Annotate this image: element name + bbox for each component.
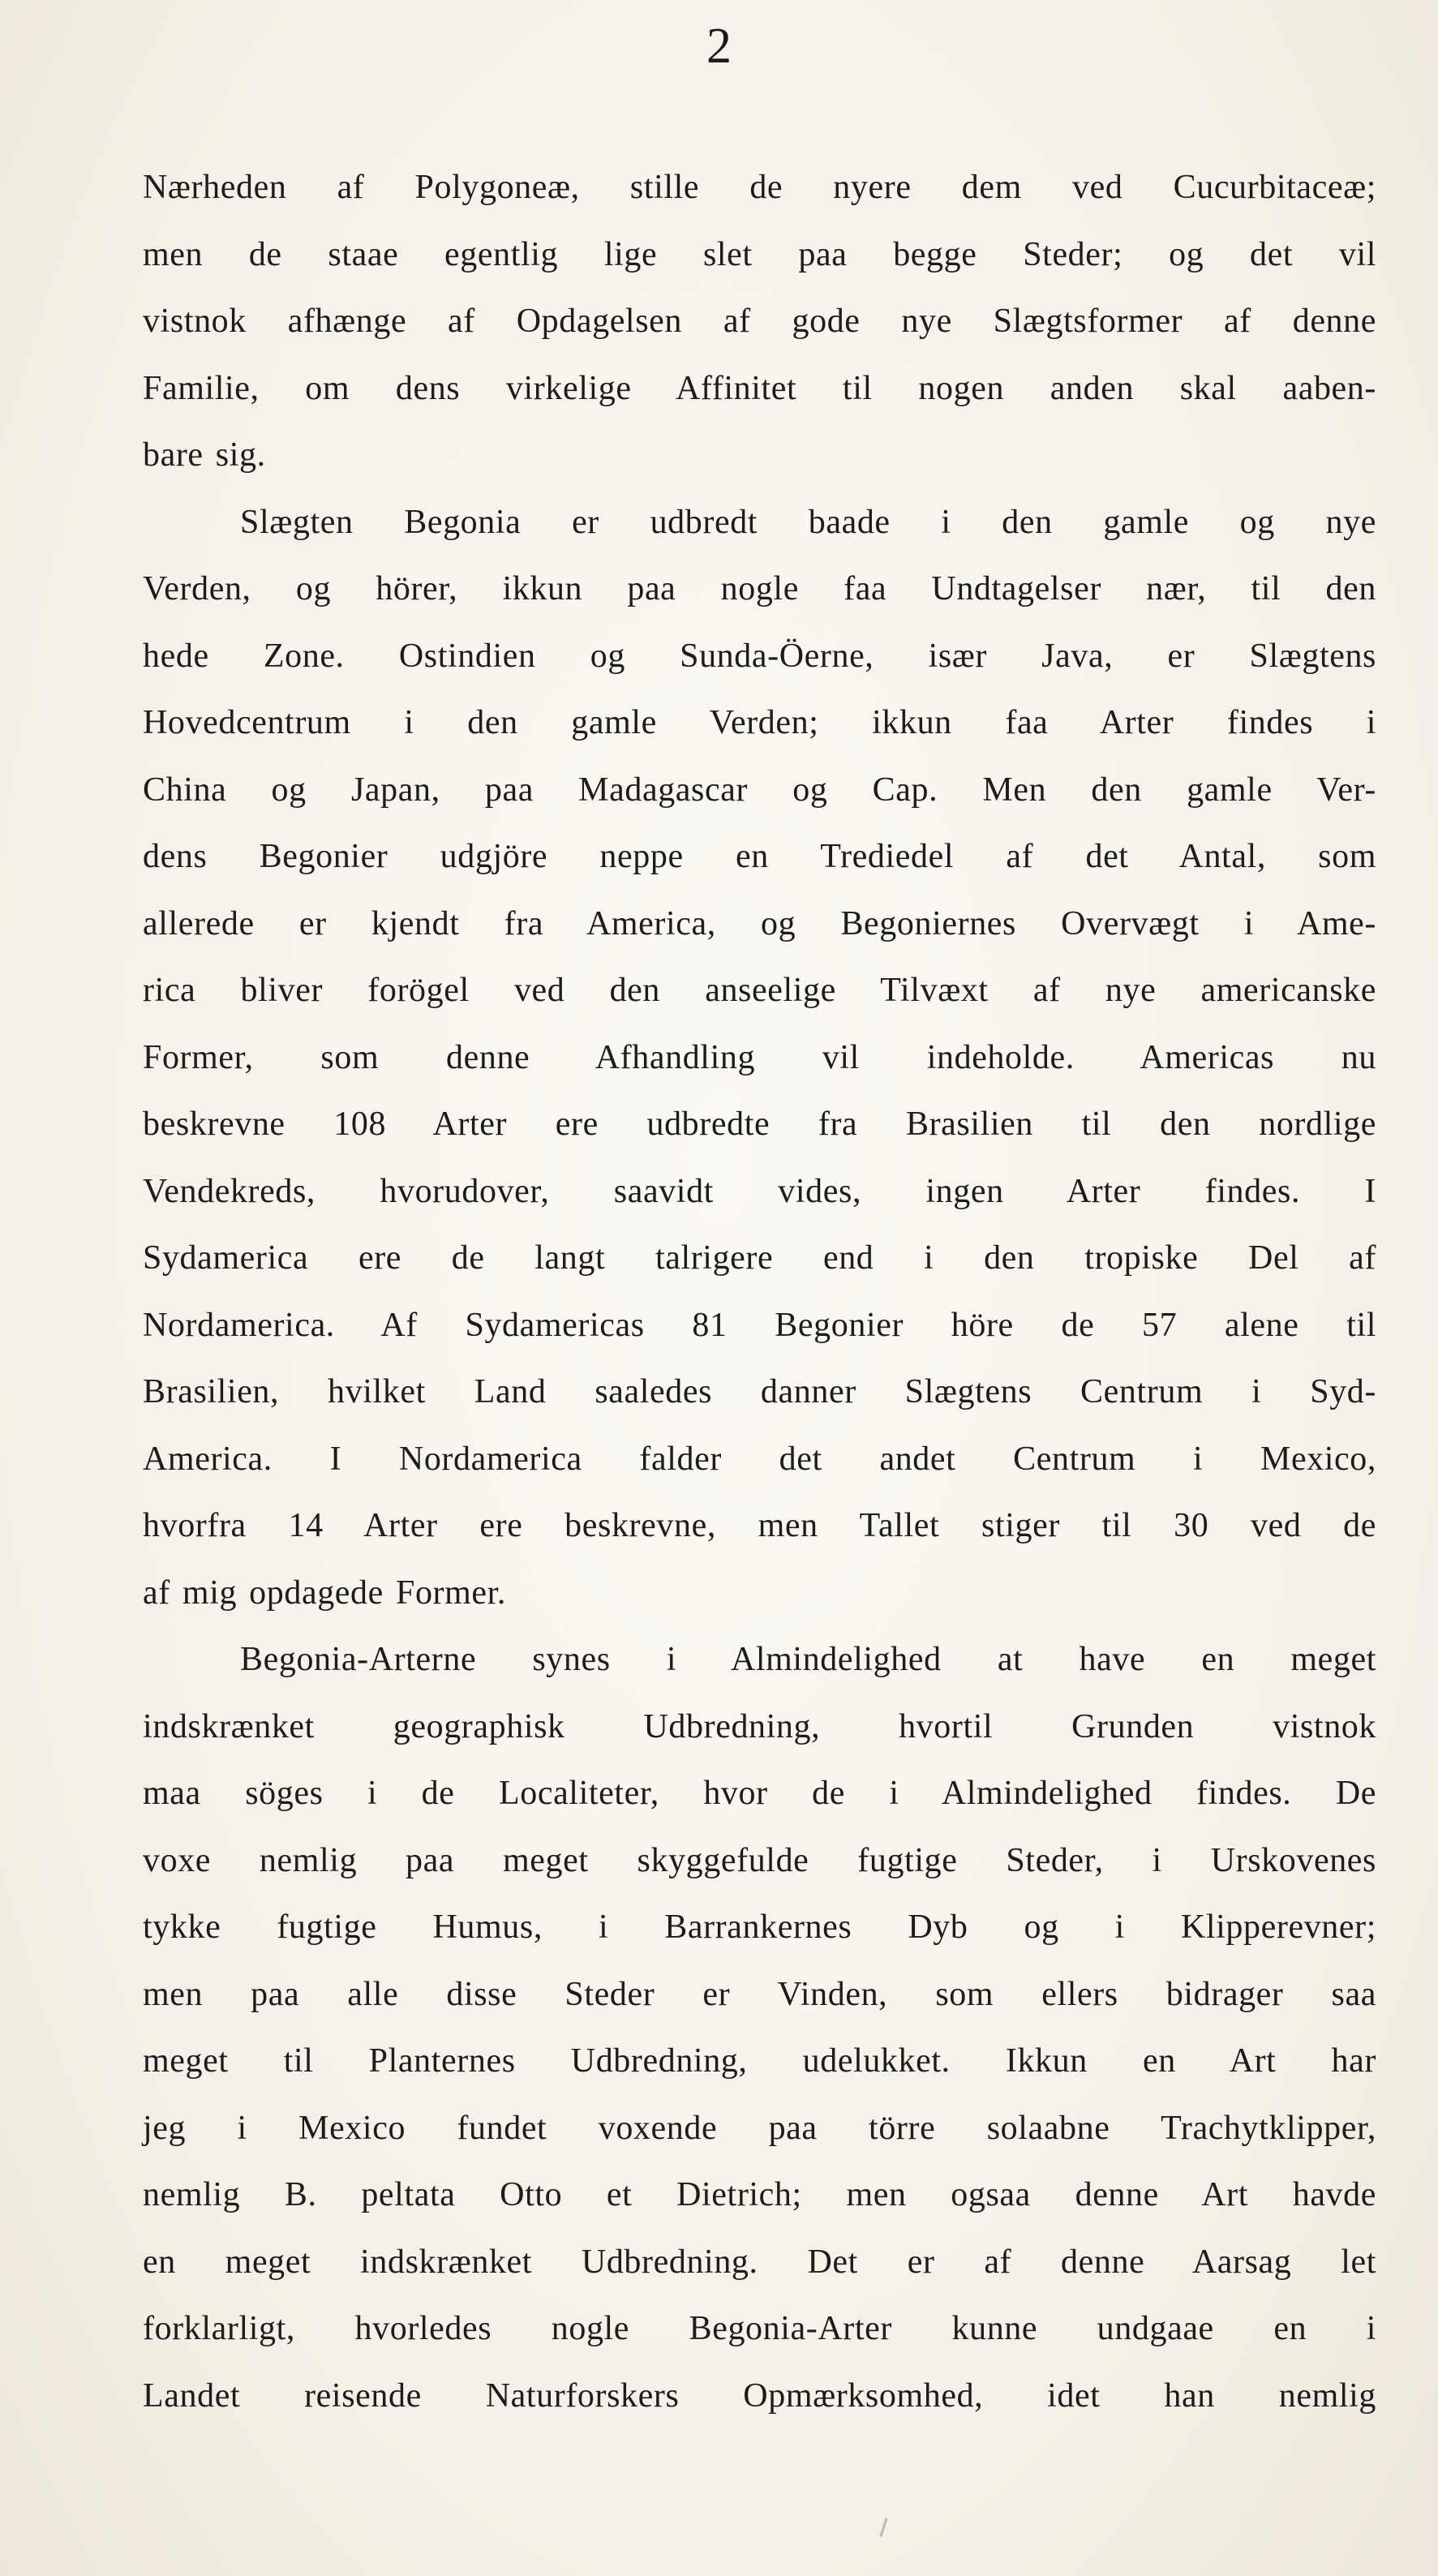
text-line: Sydamerica ere de langt talrigere end i den tropiske Del af <box>143 1239 1376 1277</box>
text-line: tykke fugtige Humus, i Barrankernes Dyb og i Klipperevner; <box>143 1908 1376 1946</box>
text-line: Familie, om dens virkelige Affinitet til nogen anden skal aaben- <box>143 369 1376 407</box>
text-line: rica bliver forögel ved den anseelige Tilvæxt af nye americanske <box>143 972 1376 1009</box>
text-line: indskrænket geographisk Udbredning, hvortil Grunden vistnok <box>143 1707 1376 1745</box>
text-line: Nærheden af Polygoneæ, stille de nyere dem ved Cucurbitaceæ; <box>143 169 1376 206</box>
text-line: dens Begonier udgjöre neppe en Trediedel af det Antal, som <box>143 838 1376 875</box>
text-line: beskrevne 108 Arter ere udbredte fra Brasilien til den nordlige <box>143 1106 1376 1143</box>
text-line: Vendekreds, hvorudover, saavidt vides, ingen Arter findes. I <box>143 1172 1376 1210</box>
text-line: voxe nemlig paa meget skyggefulde fugtige Steder, i Urskovenes <box>143 1841 1376 1879</box>
text-line: en meget indskrænket Udbredning. Det er af denne Aarsag let <box>143 2243 1376 2281</box>
text-line: men paa alle disse Steder er Vinden, som ellers bidrager saa <box>143 1975 1376 2013</box>
text-line: Landet reisende Naturforskers Opmærksomhed, idet han nemlig <box>143 2376 1376 2415</box>
text-line: nemlig B. peltata Otto et Dietrich; men ogsaa denne Art havde <box>143 2176 1376 2213</box>
page-number: 2 <box>706 19 732 74</box>
text-line: Verden, og hörer, ikkun paa nogle faa Undtagelser nær, til den <box>143 570 1376 608</box>
text-line: America. I Nordamerica falder det andet Centrum i Mexico, <box>143 1440 1376 1478</box>
text-line: Begonia-Arterne synes i Almindelighed at have en meget <box>240 1641 1376 1678</box>
text-line: hede Zone. Ostindien og Sunda-Öerne, især Java, er Slægtens <box>143 637 1376 675</box>
text-line: Former, som denne Afhandling vil indeholde. Americas nu <box>143 1038 1376 1076</box>
body-text <box>143 154 1376 2429</box>
text-line: Hovedcentrum i den gamle Verden; ikkun faa Arter findes i <box>143 704 1376 741</box>
text-line: Nordamerica. Af Sydamericas 81 Begonier höre de 57 alene til <box>143 1306 1376 1344</box>
text-line: vistnok afhænge af Opdagelsen af gode nye Slægtsformer af denne <box>143 303 1376 340</box>
text-line: bare sig. <box>143 436 266 474</box>
text-line: jeg i Mexico fundet voxende paa törre solaabne Trachytklipper, <box>143 2109 1376 2147</box>
text-line: meget til Planternes Udbredning, udelukket. Ikkun en Art har <box>143 2042 1376 2080</box>
text-line: maa söges i de Localiteter, hvor de i Almindelighed findes. De <box>143 1775 1376 1812</box>
text-line: hvorfra 14 Arter ere beskrevne, men Tallet stiger til 30 ved de <box>143 1507 1376 1544</box>
text-line: Slægten Begonia er udbredt baade i den gamle og nye <box>240 503 1376 541</box>
ink-speck <box>879 2518 887 2537</box>
text-line: allerede er kjendt fra America, og Begoniernes Overvægt i Ame- <box>143 904 1376 942</box>
text-line: forklarligt, hvorledes nogle Begonia-Arter kunne undgaae en i <box>143 2310 1376 2347</box>
text-line: af mig opdagede Former. <box>143 1574 507 1612</box>
text-line: men de staae egentlig lige slet paa begge Steder; og det vil <box>143 235 1376 273</box>
text-line: China og Japan, paa Madagascar og Cap. Men den gamle Ver- <box>143 771 1376 809</box>
text-line: Brasilien, hvilket Land saaledes danner Slægtens Centrum i Syd- <box>143 1373 1376 1410</box>
